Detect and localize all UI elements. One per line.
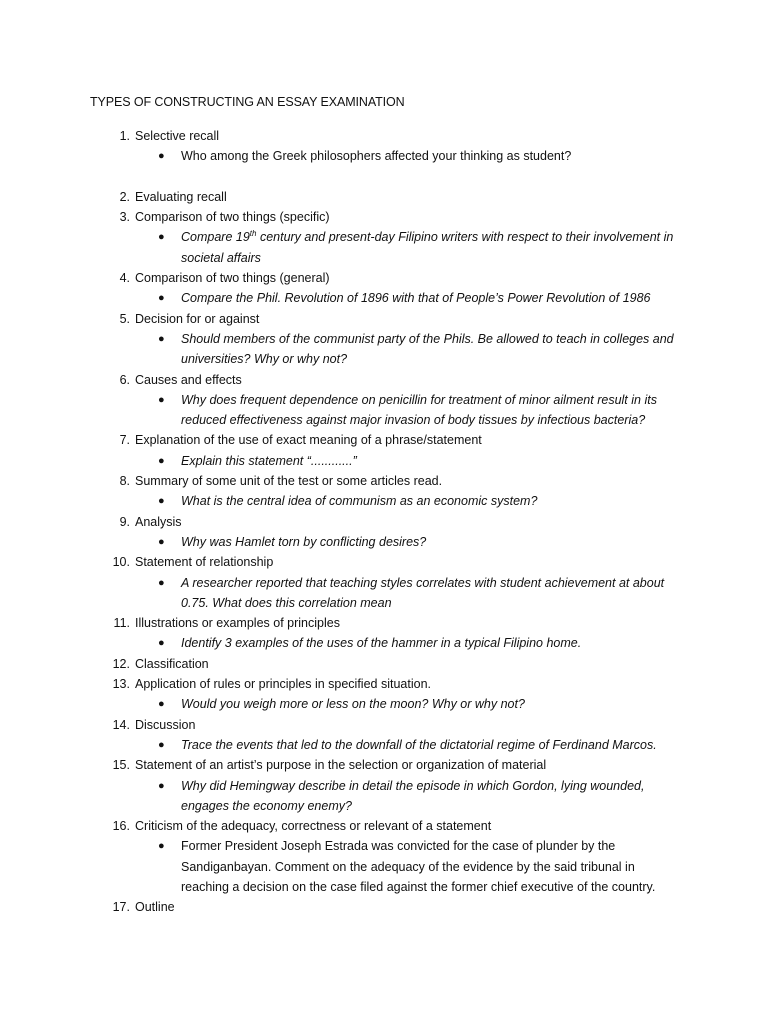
- sub-item-text: What is the central idea of communism as an economic system?: [181, 494, 538, 509]
- list-item: [0, 512, 768, 553]
- sub-item: [0, 532, 768, 552]
- item-number: 15.: [112, 758, 130, 773]
- sub-item-text: A researcher reported that teaching styles correlates with student achievement at about 0.75. What does this correlation mean: [181, 575, 665, 610]
- item-number: 9.: [119, 514, 130, 529]
- item-label: Statement of an artist’s purpose in the selection or organization of material: [135, 758, 547, 773]
- sub-item-text: Would you weigh more or less on the moon? Why or why not?: [181, 697, 525, 712]
- sub-item-text: Should members of the communist party of the Phils. Be allowed to teach in colleges and universities? Why or why not?: [181, 331, 674, 367]
- item-number: 13.: [112, 677, 130, 692]
- item-number: 3.: [119, 210, 130, 225]
- bullet-icon: ●: [158, 576, 165, 589]
- bullet-icon: ●: [158, 332, 165, 345]
- document-title: TYPES OF CONSTRUCTING AN ESSAY EXAMINATION: [90, 95, 405, 109]
- item-number: 10.: [112, 555, 130, 570]
- item-label: Discussion: [135, 717, 196, 732]
- bullet-icon: ●: [158, 840, 165, 853]
- sub-item-text: Why does frequent dependence on penicillin for treatment of minor ailment result in its reduced effectiveness against major invasion of body tissues by infectious bacteria?: [181, 392, 657, 428]
- list-item: [0, 471, 768, 512]
- item-number: 5.: [119, 311, 130, 326]
- item-label: Classification: [135, 656, 209, 671]
- bullet-icon: ●: [158, 292, 165, 305]
- list-item: [0, 207, 768, 268]
- sub-item-text: Compare 19th century and present-day Filipino writers with respect to their involvement in societal affairs: [181, 229, 674, 265]
- item-label: Comparison of two things (specific): [135, 210, 330, 225]
- bullet-icon: ●: [158, 150, 165, 163]
- sub-item: [0, 288, 768, 308]
- item-number: 16.: [112, 819, 130, 834]
- list-item: [0, 613, 768, 654]
- sub-item: [0, 146, 768, 166]
- sub-item-text: Compare the Phil. Revolution of 1896 with that of People’s Power Revolution of 1986: [181, 291, 651, 306]
- item-number: 11.: [113, 616, 130, 631]
- sub-item-text: Why was Hamlet torn by conflicting desires?: [181, 534, 427, 549]
- sub-item-text: Why did Hemingway describe in detail the episode in which Gordon, lying wounded, engages the economy enemy?: [181, 778, 645, 813]
- item-label: Statement of relationship: [135, 555, 274, 570]
- item-label: Criticism of the adequacy, correctness or relevant of a statement: [135, 819, 492, 834]
- sub-item: [0, 451, 768, 471]
- item-label: Explanation of the use of exact meaning of a phrase/statement: [135, 433, 482, 448]
- item-label: Causes and effects: [135, 372, 242, 387]
- item-label: Evaluating recall: [135, 189, 227, 204]
- item-label: Comparison of two things (general): [135, 271, 330, 286]
- sub-item-text: Who among the Greek philosophers affected your thinking as student?: [181, 149, 572, 164]
- item-number: 4.: [119, 271, 130, 286]
- sub-item: [0, 694, 768, 714]
- item-number: 8.: [119, 474, 130, 489]
- bullet-icon: ●: [158, 454, 165, 467]
- sub-item: [0, 491, 768, 511]
- bullet-icon: ●: [158, 698, 165, 711]
- sub-item-text: Former President Joseph Estrada was convicted for the case of plunder by the Sandiganbayan. Comment on the adequacy of the evidence by the said tribunal in reaching a decision on the case filed against the former chief executive of the country.: [181, 839, 656, 894]
- bullet-icon: ●: [158, 535, 165, 548]
- item-number: 6.: [119, 372, 130, 387]
- bullet-icon: ●: [158, 779, 165, 792]
- sub-item: [0, 390, 768, 431]
- sub-item: [0, 836, 768, 897]
- item-number: 1.: [119, 129, 130, 143]
- bullet-icon: ●: [158, 231, 165, 244]
- item-label: Summary of some unit of the test or some articles read.: [135, 474, 443, 489]
- list-item: [0, 268, 768, 309]
- essay-types-list: [0, 126, 768, 918]
- list-item: [0, 755, 768, 816]
- bullet-icon: ●: [158, 393, 165, 406]
- item-number: 14.: [112, 717, 130, 732]
- item-number: 17.: [112, 900, 130, 915]
- item-number: 12.: [112, 656, 130, 671]
- list-item: [0, 654, 768, 674]
- list-item: [0, 715, 768, 756]
- item-label: Selective recall: [135, 129, 220, 143]
- item-label: Decision for or against: [135, 311, 260, 326]
- list-item: [0, 187, 768, 207]
- sub-item: [0, 573, 768, 614]
- list-item: [0, 674, 768, 715]
- sub-item-text: Trace the events that led to the downfall of the dictatorial regime of Ferdinand Marcos.: [181, 737, 657, 752]
- bullet-icon: ●: [158, 738, 165, 751]
- sub-item: [0, 633, 768, 653]
- item-label: Outline: [135, 900, 175, 915]
- sub-item: [0, 776, 768, 817]
- list-item: [0, 309, 768, 370]
- bullet-icon: ●: [158, 495, 165, 508]
- sub-item: [0, 227, 768, 268]
- sub-item: [0, 735, 768, 755]
- list-item: [0, 430, 768, 471]
- sub-item-text: Identify 3 examples of the uses of the hammer in a typical Filipino home.: [181, 636, 582, 651]
- item-number: 7.: [119, 433, 130, 448]
- item-number: 2.: [119, 189, 130, 204]
- list-item: [0, 126, 768, 167]
- list-item: [0, 552, 768, 613]
- list-item: [0, 897, 768, 917]
- sub-item-text: Explain this statement “............”: [181, 453, 357, 468]
- list-item: [0, 816, 768, 897]
- item-label: Analysis: [135, 514, 182, 529]
- sub-item: [0, 329, 768, 370]
- item-label: Illustrations or examples of principles: [135, 616, 340, 631]
- bullet-icon: ●: [158, 637, 165, 650]
- list-item: [0, 370, 768, 431]
- item-label: Application of rules or principles in specified situation.: [135, 677, 431, 692]
